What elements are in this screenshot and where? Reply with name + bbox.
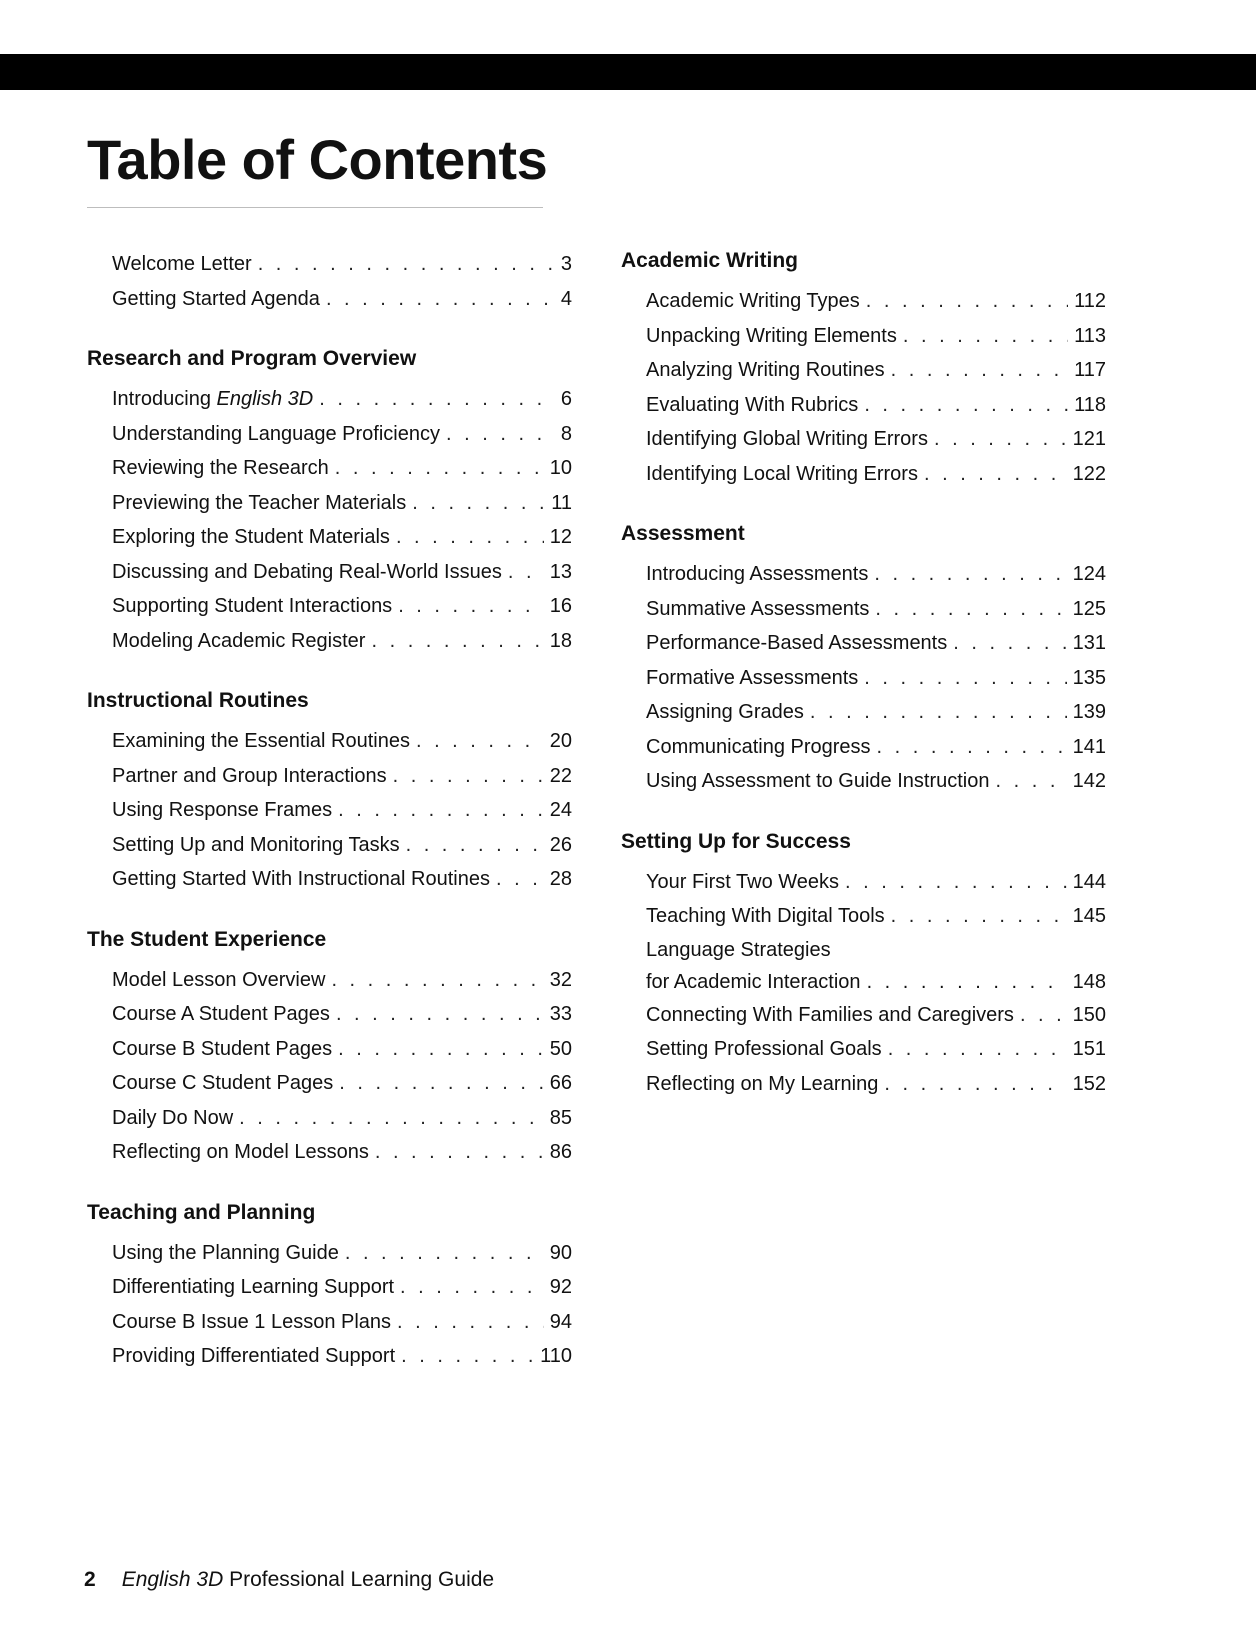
toc-section-assessment [621, 520, 1106, 799]
toc-entry[interactable]: Modeling Academic Register . . . 18 [87, 624, 572, 659]
toc-entry[interactable]: Course B Issue 1 Lesson Plans . . . 94 [87, 1305, 572, 1340]
section-heading: Setting Up for Success [621, 829, 851, 853]
toc-section-research [87, 345, 572, 658]
toc-entry[interactable]: Differentiating Learning Support . . . 92 [87, 1270, 572, 1305]
toc-entry[interactable]: Identifying Local Writing Errors . . . 122 [621, 457, 1106, 492]
toc-section-writing [621, 247, 1106, 491]
toc-entry[interactable]: Setting Professional Goals . . . 151 [621, 1032, 1106, 1067]
toc-entry[interactable]: Performance-Based Assessments . . . 131 [621, 626, 1106, 661]
toc-entry[interactable]: Your First Two Weeks . . . 144 [621, 865, 1106, 900]
section-heading: Teaching and Planning [87, 1200, 316, 1224]
toc-section-success [621, 828, 1106, 1102]
toc-entry[interactable]: Connecting With Families and Caregivers . . . 150 [621, 998, 1106, 1033]
section-heading: Research and Program Overview [87, 347, 417, 370]
toc-entry[interactable]: Providing Differentiated Support . . . 110 [87, 1339, 572, 1374]
toc-entry[interactable]: Exploring the Student Materials . . . 12 [87, 520, 572, 555]
toc-left-column [87, 247, 572, 1403]
page-footer [84, 1567, 494, 1593]
toc-entry[interactable]: Previewing the Teacher Materials . . . 11 [87, 486, 572, 521]
toc-entry[interactable]: Assigning Grades . . . 139 [621, 695, 1106, 730]
toc-entry[interactable]: Evaluating With Rubrics . . . 118 [621, 388, 1106, 423]
toc-entry[interactable]: Daily Do Now . . . 85 [87, 1101, 572, 1136]
toc-entry[interactable]: Reflecting on My Learning . . . 152 [621, 1067, 1106, 1102]
section-heading: Assessment [621, 522, 745, 545]
toc-entry[interactable]: Summative Assessments . . . 125 [621, 592, 1106, 627]
toc-entry[interactable]: Introducing Assessments . . . 124 [621, 557, 1106, 592]
toc-entry[interactable]: Using Assessment to Guide Instruction . . . 142 [621, 764, 1106, 799]
toc-section-teaching [87, 1199, 572, 1374]
toc-entry[interactable]: Using Response Frames . . . 24 [87, 793, 572, 828]
toc-entry[interactable]: Setting Up and Monitoring Tasks . . . 26 [87, 828, 572, 863]
toc-entry[interactable]: Getting Started With Instructional Routines . . . 28 [87, 862, 572, 897]
toc-entry[interactable]: Identifying Global Writing Errors . . . 121 [621, 422, 1106, 457]
toc-entry[interactable]: Model Lesson Overview . . . 32 [87, 963, 572, 998]
toc-section-intro [87, 247, 572, 316]
toc-entry[interactable]: Using the Planning Guide . . . 90 [87, 1236, 572, 1271]
title-divider [87, 207, 543, 208]
toc-entry[interactable]: Course A Student Pages . . . 33 [87, 997, 572, 1032]
header-bar [0, 54, 1256, 90]
toc-entry[interactable]: Language Strategies for Academic Interaction . . . 148 [621, 934, 1106, 998]
toc-entry[interactable]: Communicating Progress . . . 141 [621, 730, 1106, 765]
toc-entry[interactable]: Reviewing the Research . . . 10 [87, 451, 572, 486]
section-heading: The Student Experience [87, 927, 327, 951]
toc-entry[interactable]: Course C Student Pages . . . 66 [87, 1066, 572, 1101]
toc-entry[interactable]: Academic Writing Types . . . 112 [621, 284, 1106, 319]
toc-right-column [621, 247, 1106, 1130]
toc-entry[interactable]: Discussing and Debating Real-World Issues . . . 13 [87, 555, 572, 590]
toc-section-student [87, 926, 572, 1170]
toc-entry[interactable]: Course B Student Pages . . . 50 [87, 1032, 572, 1067]
page-title: Table of Contents [87, 128, 548, 191]
toc-entry[interactable]: Formative Assessments . . . 135 [621, 661, 1106, 696]
toc-entry[interactable]: Examining the Essential Routines . . . 20 [87, 724, 572, 759]
toc-entry[interactable]: Reflecting on Model Lessons . . . 86 [87, 1135, 572, 1170]
toc-entry[interactable]: Teaching With Digital Tools . . . 145 [621, 899, 1106, 934]
toc-entry[interactable]: Analyzing Writing Routines . . . 117 [621, 353, 1106, 388]
toc-entry[interactable]: Supporting Student Interactions . . . 16 [87, 589, 572, 624]
section-heading: Instructional Routines [87, 689, 309, 712]
toc-entry[interactable]: Partner and Group Interactions . . . 22 [87, 759, 572, 794]
toc-section-routines [87, 687, 572, 897]
toc-entry[interactable]: Welcome Letter . . . 3 [87, 247, 572, 282]
toc-entry[interactable]: Getting Started Agenda . . . 4 [87, 282, 572, 317]
section-heading: Academic Writing [621, 249, 798, 272]
page-number: 2 [84, 1568, 96, 1591]
toc-entry[interactable]: Introducing English 3D . . . 6 [87, 382, 572, 417]
toc-entry[interactable]: Unpacking Writing Elements . . . 113 [621, 319, 1106, 354]
toc-entry[interactable]: Understanding Language Proficiency . . . 8 [87, 417, 572, 452]
footer-book-title: English 3D Professional Learning Guide [121, 1568, 495, 1591]
